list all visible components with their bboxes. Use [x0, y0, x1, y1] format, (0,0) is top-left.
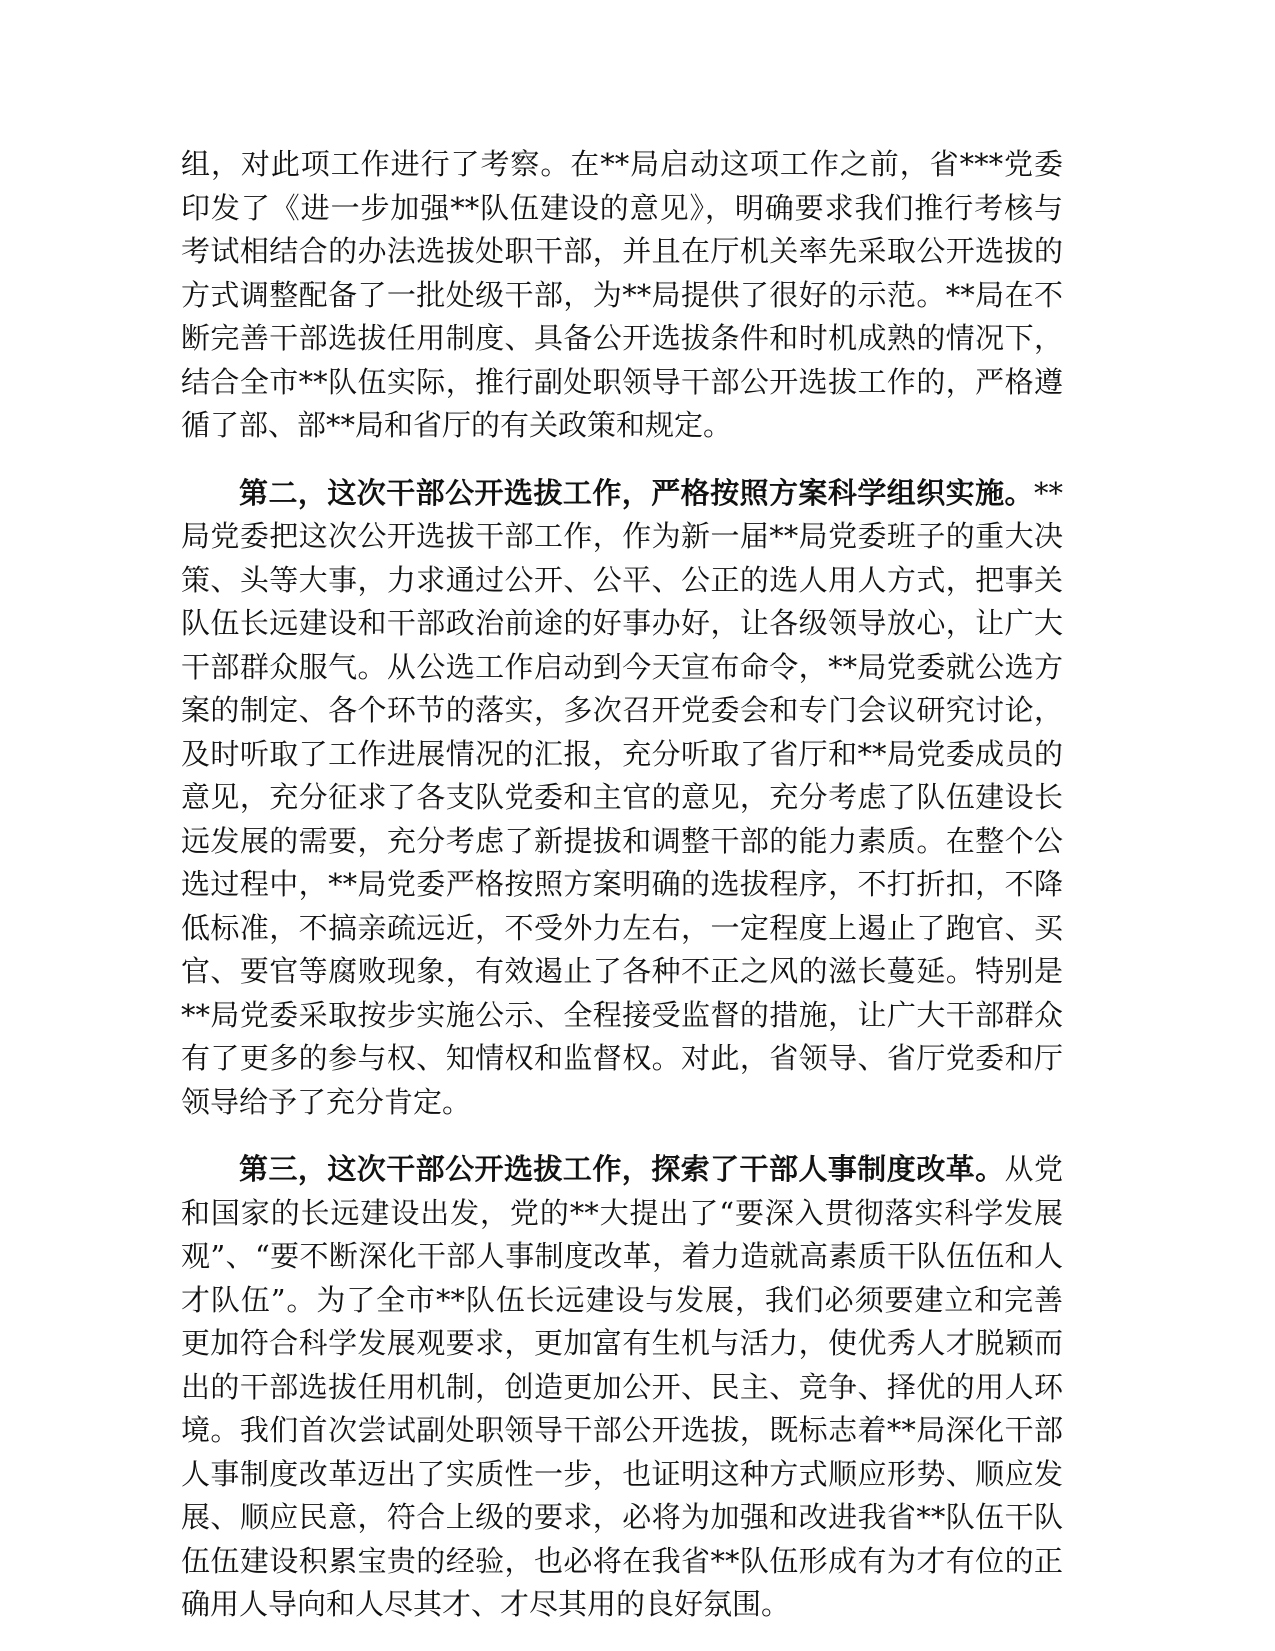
paragraph-3: [181, 1148, 1063, 1627]
paragraph-3-lead: 第三，这次干部公开选拔工作，探索了干部人事制度改革。: [239, 1152, 1005, 1186]
paragraph-2-lead: 第二，这次干部公开选拔工作，严格按照方案科学组织实施。: [239, 475, 1034, 510]
paragraph-2-text: **局党委把这次公开选拔干部工作，作为新一届**局党委班子的重大决策、头等大事，力求通过公开、公平、公正的选人用人方式，把事关队伍长远建设和干部政治前途的好事办好，让各级领导放心，让广大干部群众服气。从公选工作启动到今天宣布命令，**局党委就公选方案的制定、各个环节的落实，多次召开党委会和专门会议研究讨论，及时听取了工作进展情况的汇报，充分听取了省厅和**局党委成员的意见，充分征求了各支队党委和主官的意见，充分考虑了队伍建设长远发展的需要，充分考虑了新提拔和调整干部的能力素质。在整个公选过程中，**局党委严格按照方案明确的选拔程序，不打折扣，不降低标准，不搞亲疏远近，不受外力左右，一定程度上遏止了跑官、买官、要官等腐败现象，有效遏止了各种不正之风的滋长蔓延。特别是**局党委采取按步实施公示、全程接受监督的措施，让广大干部群众有了更多的参与权、知情权和监督权。对此，省领导、省厅党委和厅领导给予了充分肯定。: [181, 475, 1063, 1119]
paragraph-2: [181, 472, 1063, 1125]
paragraph-3-text: 从党和国家的长远建设出发，党的**大提出了“要深入贯彻落实科学发展观”、“要不断深化干部人事制度改革，着力造就高素质干队伍伍和人才队伍”。为了全市**队伍长远建设与发展，我们必须要建立和完善更加符合科学发展观要求，更加富有生机与活力，使优秀人才脱颖而出的干部选拔任用机制，创造更加公开、民主、竞争、择优的用人环境。我们首次尝试副处职领导干部公开选拔，既标志着**局深化干部人事制度改革迈出了实质性一步，也证明这种方式顺应形势、顺应发展、顺应民意，符合上级的要求，必将为加强和改进我省**队伍干队伍伍建设积累宝贵的经验，也必将在我省**队伍形成有为才有位的正确用人导向和人尽其才、才尽其用的良好氛围。: [181, 1152, 1063, 1621]
document-body: [181, 143, 1063, 1651]
paragraph-1: [181, 143, 1063, 448]
paragraph-1-text: 组，对此项工作进行了考察。在**局启动这项工作之前，省***党委印发了《进一步加强**队伍建设的意见》，明确要求我们推行考核与考试相结合的办法选拔处职干部，并且在厅机关率先采取公开选拔的方式调整配备了一批处级干部，为**局提供了很好的示范。**局在不断完善干部选拔任用制度、具备公开选拔条件和时机成熟的情况下，结合全市**队伍实际，推行副处职领导干部公开选拔工作的，严格遵循了部、部**局和省厅的有关政策和规定。: [181, 147, 1063, 442]
